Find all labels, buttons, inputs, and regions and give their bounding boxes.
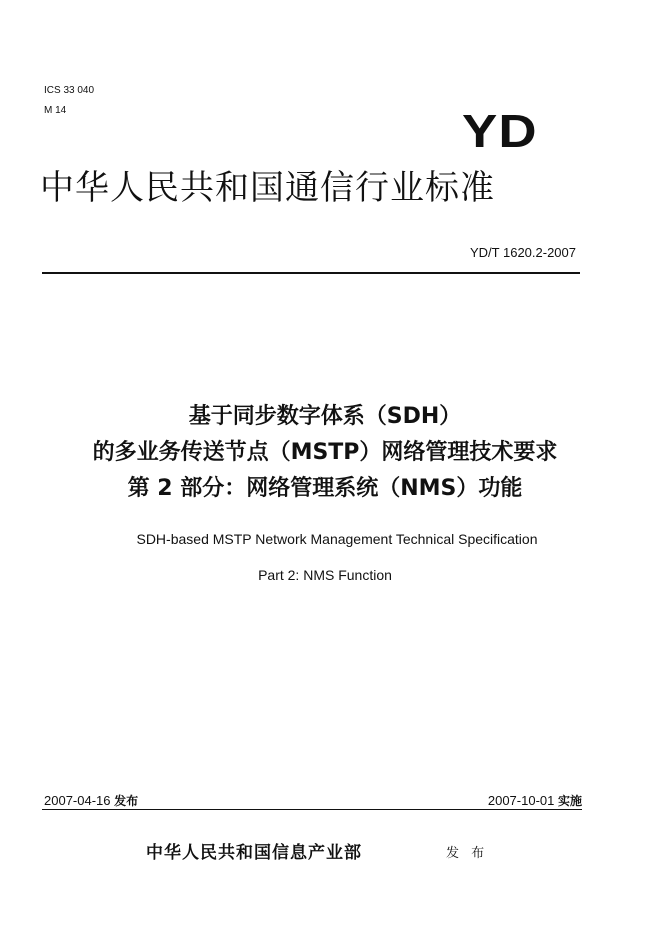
standard-title: 中华人民共和国通信行业标准 xyxy=(40,168,495,208)
standard-code: YD/T 1620.2-2007 xyxy=(470,245,576,260)
implement-date-label: 实施 xyxy=(557,794,582,808)
ics-code: ICS 33 040 xyxy=(44,85,95,96)
top-divider xyxy=(42,272,580,274)
issuing-label: 发 布 xyxy=(446,846,485,861)
yd-logo: YD xyxy=(462,105,538,157)
bottom-divider xyxy=(42,809,582,810)
english-title-line-1: SDH-based MSTP Network Management Technical Specification xyxy=(136,531,538,547)
publish-date-value: 2007-04-16 xyxy=(44,793,111,808)
publish-date-label: 发布 xyxy=(114,794,139,808)
document-title-line-2: 的多业务传送节点（MSTP）网络管理技术要求 xyxy=(92,440,558,465)
issuing-authority: 中华人民共和国信息产业部 xyxy=(146,843,362,863)
classification-code: M 14 xyxy=(44,105,67,116)
implement-date xyxy=(488,793,582,809)
publish-date xyxy=(44,793,138,809)
document-title-line-1: 基于同步数字体系（SDH） xyxy=(188,404,462,429)
english-title-line-2: Part 2: NMS Function xyxy=(258,567,392,583)
implement-date-value: 2007-10-01 xyxy=(487,793,555,808)
document-title-line-3: 第 2 部分：网络管理系统（NMS）功能 xyxy=(127,476,523,501)
